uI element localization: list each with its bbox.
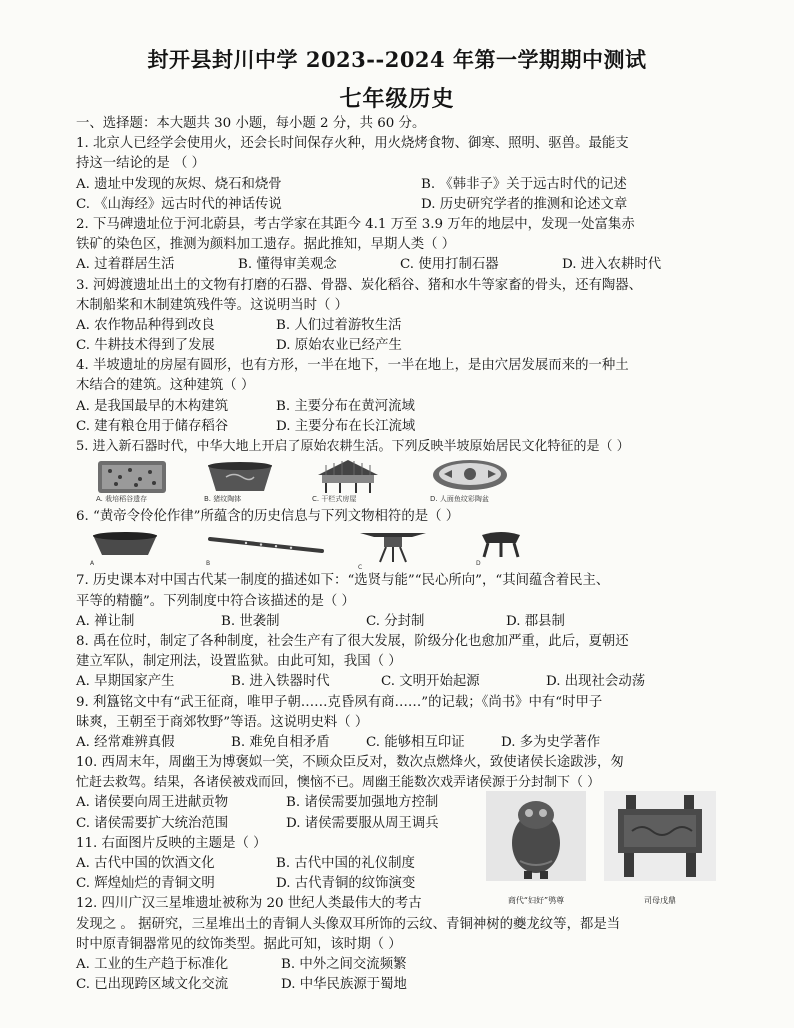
q12-stem-line3: 时中原青铜器常见的纹饰类型。据此可知，该时期（ ） bbox=[76, 936, 402, 952]
q6-caption-b: B bbox=[206, 560, 211, 568]
exam-subtitle: 七年级历史 bbox=[339, 86, 455, 112]
q8-option-d[interactable]: D. 出现社会动荡 bbox=[546, 674, 646, 690]
q9-stem-line1: 9. 利簋铭文中有“武王征商，唯甲子朝……克昏夙有商……”的记载；《尚书》中有“时甲子 bbox=[76, 694, 603, 710]
q6-figure-c[interactable] bbox=[358, 529, 428, 572]
owl-zun-figure bbox=[486, 791, 586, 910]
q2-option-a[interactable]: A. 过着群居生活 bbox=[76, 257, 175, 273]
q2-stem-line1: 2. 下马碑遗址位于河北蔚县，考古学家在其距今 4.1 万至 3.9 万年的地层中，发现一处富集赤 bbox=[76, 216, 635, 232]
q9-option-d[interactable]: D. 多为史学著作 bbox=[501, 734, 601, 750]
q7-option-b[interactable]: B. 世袭制 bbox=[221, 613, 280, 629]
q2-option-b[interactable]: B. 懂得审美观念 bbox=[238, 257, 337, 273]
q5-figure-c[interactable] bbox=[312, 457, 384, 504]
q2-stem-line2: 铁矿的染色区，推测为颜料加工遗存。据此推知，早期人类（ ） bbox=[76, 237, 456, 253]
q7-stem-line2: 平等的精髓”。下列制度中符合该描述的是（ ） bbox=[76, 593, 355, 609]
q2-option-d[interactable]: D. 进入农耕时代 bbox=[562, 257, 662, 273]
pottery-bowl-image bbox=[90, 529, 160, 559]
q6-figure-b[interactable] bbox=[206, 529, 326, 568]
bone-flute-image bbox=[206, 529, 326, 559]
q4-option-a[interactable]: A. 是我国最早的木构建筑 bbox=[76, 398, 229, 414]
q11-option-b[interactable]: B. 古代中国的礼仪制度 bbox=[276, 856, 415, 871]
q4-option-d[interactable]: D. 主要分布在长江流域 bbox=[276, 418, 416, 434]
q7-stem-line1: 7. 历史课本对中国古代某一制度的描述如下：“选贤与能”“民心所向”，“其间蕴含着民主、 bbox=[76, 573, 610, 589]
q11-option-c[interactable]: C. 辉煌灿烂的青铜文明 bbox=[76, 876, 215, 892]
q11-stem: 11. 右面图片反映的主题是（ ） bbox=[76, 835, 267, 851]
q10-option-b[interactable]: B. 诸侯需要加强地方控制 bbox=[286, 795, 439, 811]
q8-stem-line2: 建立军队，制定刑法，设置监狱。由此可知，我国（ ） bbox=[76, 654, 402, 670]
q7-option-d[interactable]: D. 郡县制 bbox=[506, 613, 565, 629]
q6-caption-c: C bbox=[358, 564, 363, 572]
q5-figure-a[interactable] bbox=[96, 457, 168, 504]
q6-caption-a: A bbox=[90, 560, 95, 568]
q6-stem: 6. “黄帝令伶伦作律”所蕴含的历史信息与下列文物相符的是（ ） bbox=[76, 509, 460, 525]
q3-option-d[interactable]: D. 原始农业已经产生 bbox=[276, 338, 402, 354]
q12-stem-line2: 发现之 。 据研究，三星堆出土的青铜人头像双耳所饰的云纹、青铜神树的夔龙纹等，都是当 bbox=[76, 916, 621, 932]
simuwu-ding-caption: 司母戊鼎 bbox=[644, 895, 676, 905]
exam-title: 封开县封川中学 2023--2024 年第一学期期中测试 bbox=[147, 47, 647, 72]
q4-stem-line1: 4. 半坡遗址的房屋有圆形，也有方形，一半在地下，一半在地上，是由穴居发展而来的一种土 bbox=[76, 358, 629, 374]
q9-stem-line2: 昧爽，王朝至于商郊牧野”等语。这说明史料（ ） bbox=[76, 714, 369, 730]
q4-stem-line2: 木结合的建筑。这种建筑（ ） bbox=[76, 378, 255, 394]
q12-stem-line1: 12. 四川广汉三星堆遗址被称为 20 世纪人类最伟大的考古 bbox=[76, 896, 422, 912]
owl-zun-caption: 商代“妇好”鸮尊 bbox=[507, 895, 565, 905]
bronze-jue-image bbox=[358, 529, 428, 563]
fish-face-basin-image bbox=[430, 457, 510, 495]
q3-option-b[interactable]: B. 人们过着游牧生活 bbox=[276, 317, 402, 333]
q7-option-a[interactable]: A. 禅让制 bbox=[76, 613, 135, 629]
q12-option-d[interactable]: D. 中华民族源于蜀地 bbox=[281, 977, 407, 993]
q1-option-c[interactable]: C. 《山海经》远古时代的神话传说 bbox=[76, 196, 282, 212]
q1-stem-line1: 1. 北京人已经学会使用火，还会长时间保存火种，用火烧烤食物、御寒、照明、驱兽。最能支 bbox=[76, 136, 629, 152]
pottery-tripod-image bbox=[476, 529, 526, 559]
q6-caption-d: D bbox=[476, 560, 481, 568]
q1-option-b[interactable]: B. 《韩非子》关于远古时代的记述 bbox=[421, 176, 627, 192]
q10-option-d[interactable]: D. 诸侯需要服从周王调兵 bbox=[286, 815, 439, 831]
q5-figure-d[interactable] bbox=[430, 457, 510, 504]
q3-option-a[interactable]: A. 农作物品种得到改良 bbox=[76, 317, 215, 333]
q4-option-b[interactable]: B. 主要分布在黄河流域 bbox=[276, 398, 415, 414]
q9-option-a[interactable]: A. 经常难辨真假 bbox=[76, 734, 175, 750]
q3-option-c[interactable]: C. 牛耕技术得到了发展 bbox=[76, 338, 215, 354]
q10-option-c[interactable]: C. 诸侯需要扩大统治范围 bbox=[76, 815, 229, 831]
q5-image-row bbox=[76, 457, 726, 507]
q5-caption-b: B. 猪纹陶钵 bbox=[204, 495, 242, 504]
q5-caption-a: A. 栽培稻谷遗存 bbox=[96, 495, 148, 504]
q1-option-d[interactable]: D. 历史研究学者的推测和论述文章 bbox=[421, 196, 628, 212]
q5-stem: 5. 进入新石器时代，中华大地上开启了原始农耕生活。下列反映半坡原始居民文化特征的是（ ） bbox=[76, 439, 630, 454]
q9-option-b[interactable]: B. 难免自相矛盾 bbox=[231, 734, 330, 750]
stilt-house-image bbox=[312, 457, 384, 495]
q12-option-c[interactable]: C. 已出现跨区域文化交流 bbox=[76, 977, 229, 993]
q6-image-row bbox=[76, 527, 726, 571]
q1-option-a[interactable]: A. 遗址中发现的灰烬、烧石和烧骨 bbox=[76, 176, 282, 192]
exam-content bbox=[76, 114, 726, 995]
simuwu-ding-image bbox=[604, 791, 716, 881]
q9-option-c[interactable]: C. 能够相互印证 bbox=[366, 734, 465, 750]
q5-figure-b[interactable] bbox=[204, 457, 276, 504]
q12-option-b[interactable]: B. 中外之间交流频繁 bbox=[281, 956, 407, 972]
simuwu-ding-figure bbox=[604, 791, 716, 910]
q10-option-a[interactable]: A. 诸侯要向周王进献贡物 bbox=[76, 795, 229, 811]
q5-caption-c: C. 干栏式房屋 bbox=[312, 495, 357, 504]
owl-zun-image bbox=[486, 791, 586, 881]
q1-stem-line2: 持这一结论的是 （ ） bbox=[76, 156, 206, 172]
q6-figure-a[interactable] bbox=[90, 529, 160, 568]
q8-option-b[interactable]: B. 进入铁器时代 bbox=[231, 674, 330, 690]
q7-option-c[interactable]: C. 分封制 bbox=[366, 613, 425, 629]
q3-stem-line1: 3. 河姆渡遗址出土的文物有打磨的石器、骨器、炭化稻谷、猪和水牛等家畜的骨头，还有陶器、 bbox=[76, 277, 643, 293]
rice-remains-image bbox=[96, 457, 168, 495]
q11-option-d[interactable]: D. 古代青铜的纹饰演变 bbox=[276, 876, 416, 892]
q10-stem-line1: 10. 西周末年，周幽王为博褒姒一笑，不顾众臣反对，数次点燃烽火，致使诸侯长途跋涉，匆 bbox=[76, 755, 624, 771]
section-heading: 一、选择题：本大题共 30 小题，每小题 2 分，共 60 分。 bbox=[76, 116, 426, 131]
q8-stem-line1: 8. 禹在位时，制定了各种制度，社会生产有了很大发展，阶级分化也愈加严重，此后，夏朝还 bbox=[76, 633, 629, 649]
q6-figure-d[interactable] bbox=[476, 529, 526, 568]
q12-option-a[interactable]: A. 工业的生产趋于标准化 bbox=[76, 956, 229, 972]
q10-q12-block bbox=[76, 793, 726, 995]
q4-option-c[interactable]: C. 建有粮仓用于储存稻谷 bbox=[76, 418, 229, 434]
pig-pattern-bowl-image bbox=[204, 457, 276, 495]
q8-option-a[interactable]: A. 早期国家产生 bbox=[76, 674, 175, 690]
q11-option-a[interactable]: A. 古代中国的饮酒文化 bbox=[76, 856, 215, 871]
q5-caption-d: D. 人面鱼纹彩陶盆 bbox=[430, 495, 489, 504]
q2-option-c[interactable]: C. 使用打制石器 bbox=[400, 257, 499, 273]
q8-option-c[interactable]: C. 文明开始起源 bbox=[381, 674, 480, 690]
q10-stem-line2: 忙赶去救驾。结果，各诸侯被戏而回，懊恼不已。周幽王能数次戏弄诸侯源于分封制下（ ） bbox=[76, 775, 601, 791]
q3-stem-line2: 木制船桨和木制建筑残件等。这说明当时（ ） bbox=[76, 297, 349, 313]
